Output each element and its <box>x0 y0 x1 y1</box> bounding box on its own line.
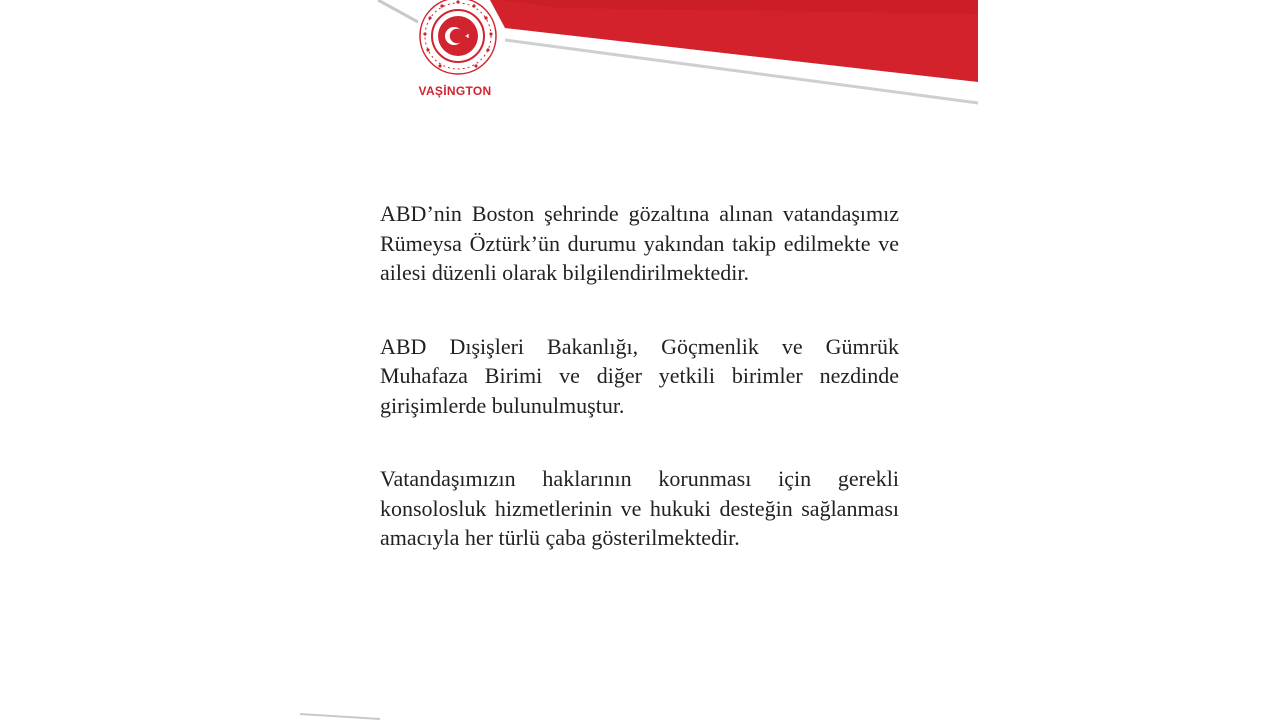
footer-accent-line <box>300 712 380 720</box>
statement-body <box>380 199 899 553</box>
statement-paragraph-1: ABD’nin Boston şehrinde gözaltına alınan vatandaşımız Rümeysa Öztürk’ün durumu yakından takip edilmekte ve ailesi düzenli olarak bilgilendirilmektedir. <box>380 201 899 285</box>
seal-caption: VAŞİNGTON <box>418 84 492 98</box>
embassy-seal-icon <box>412 0 504 82</box>
statement-paragraph-3: Vatandaşımızın haklarının korunması için gerekli konsolosluk hizmetlerinin ve hukuki desteğin sağlanması amacıyla her türlü çaba gösterilmektedir. <box>380 466 899 550</box>
header-banner-graphic <box>0 0 1280 120</box>
statement-paragraph-2: ABD Dışişleri Bakanlığı, Göçmenlik ve Gümrük Muhafaza Birimi ve diğer yetkili birimler nezdinde girişimlerde bulunulmuştur. <box>380 333 899 418</box>
